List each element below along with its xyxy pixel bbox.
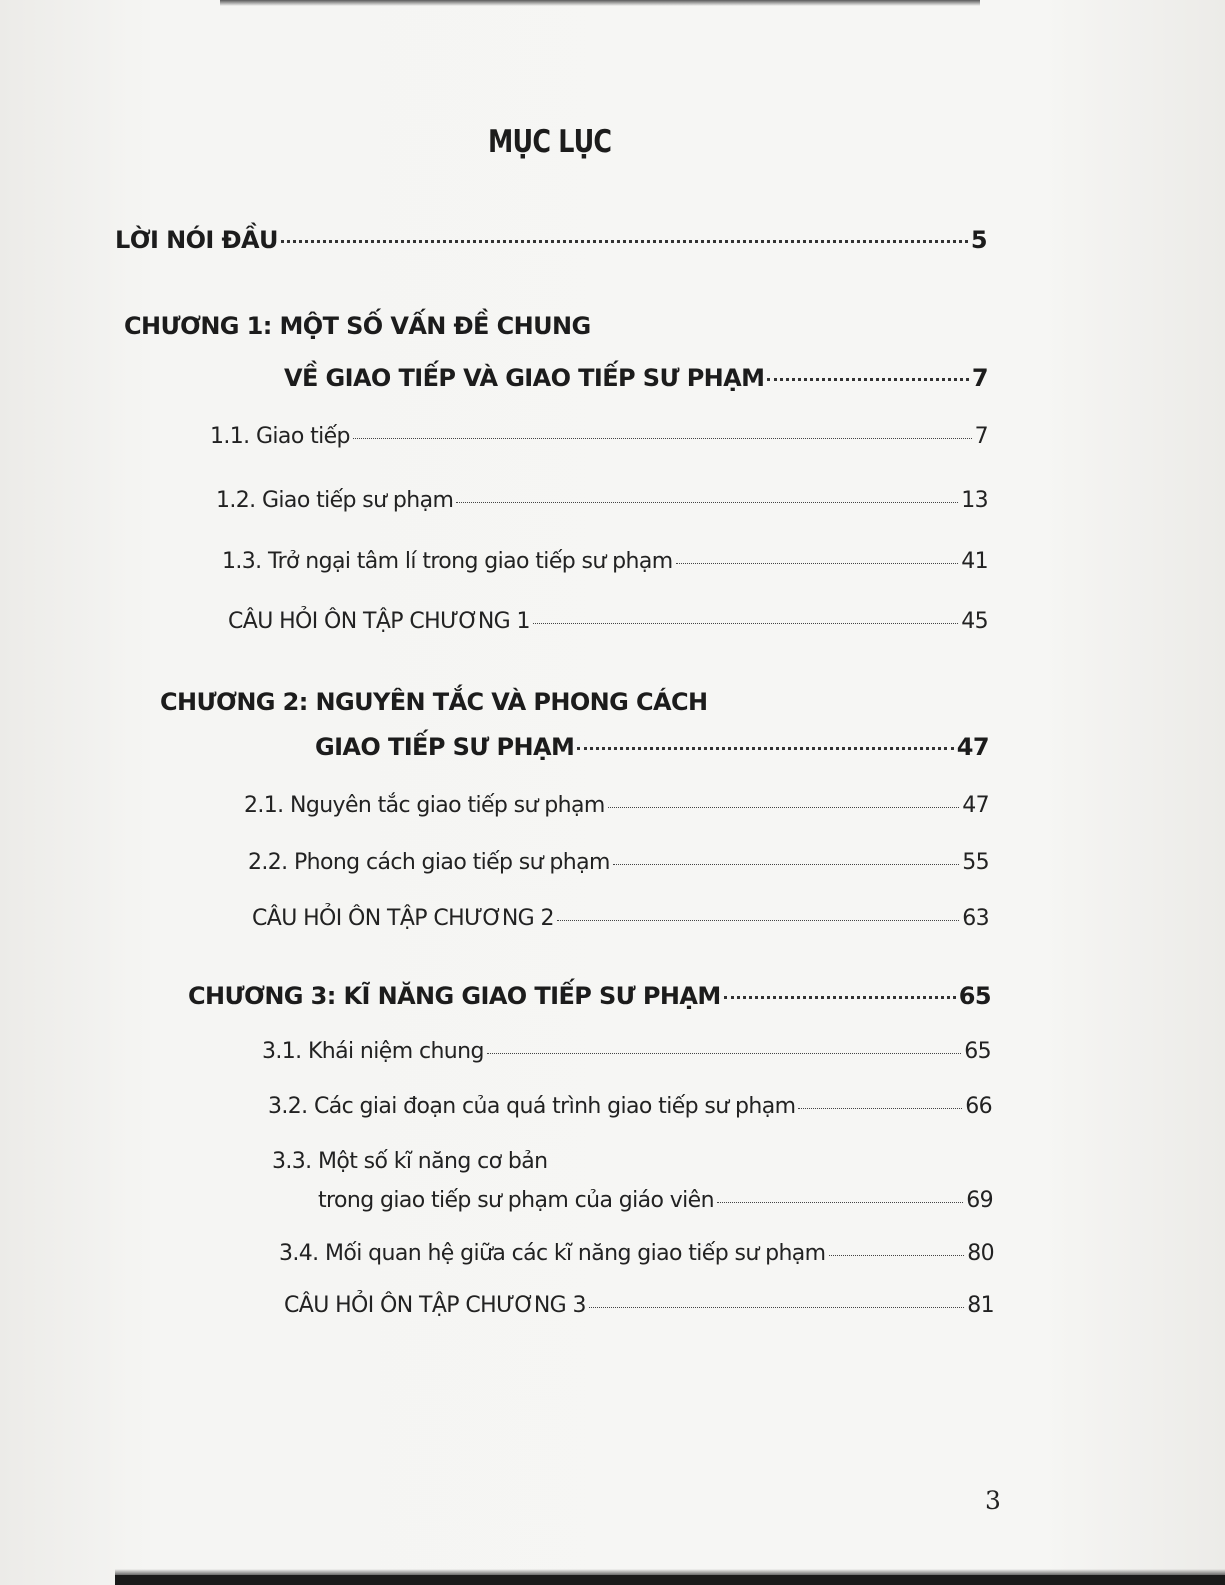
toc-section-label: 1.3. Trở ngại tâm lí trong giao tiếp sư phạm xyxy=(222,549,673,574)
toc-section-3-1 xyxy=(262,1039,991,1064)
toc-section-label: 3.1. Khái niệm chung xyxy=(262,1039,484,1064)
toc-section-2-1 xyxy=(244,793,989,818)
toc-entry-preface xyxy=(115,226,987,254)
toc-review-chapter-3 xyxy=(284,1293,994,1318)
toc-section-page: 69 xyxy=(966,1188,993,1213)
toc-section-label: CÂU HỎI ÔN TẬP CHƯƠNG 3 xyxy=(284,1293,586,1318)
toc-section-3-3-line2: trong giao tiếp sư phạm của giáo viên xyxy=(318,1188,714,1213)
toc-section-3-2 xyxy=(268,1094,992,1119)
toc-section-page: 81 xyxy=(967,1293,994,1318)
toc-chapter-1 xyxy=(284,364,988,392)
toc-section-page: 66 xyxy=(965,1094,992,1119)
dot-leader xyxy=(281,240,968,243)
toc-chapter-1-page: 7 xyxy=(971,364,988,392)
toc-section-label: CÂU HỎI ÔN TẬP CHƯƠNG 2 xyxy=(252,906,554,931)
page-top-edge xyxy=(220,0,980,6)
toc-section-label: 3.2. Các giai đoạn của quá trình giao tiếp sư phạm xyxy=(268,1094,796,1119)
toc-section-3-4 xyxy=(279,1241,994,1266)
toc-section-1-2 xyxy=(216,488,988,513)
toc-section-1-1 xyxy=(210,424,988,449)
dot-leader xyxy=(724,996,956,999)
toc-section-page: 13 xyxy=(961,488,988,513)
toc-section-3-3 xyxy=(318,1188,993,1213)
toc-section-label: 1.2. Giao tiếp sư phạm xyxy=(216,488,454,513)
toc-section-label: CÂU HỎI ÔN TẬP CHƯƠNG 1 xyxy=(228,609,530,634)
toc-section-2-2 xyxy=(248,850,989,875)
toc-entry-page: 5 xyxy=(970,226,987,254)
toc-section-page: 55 xyxy=(962,850,989,875)
page-number: 3 xyxy=(985,1486,1001,1515)
toc-chapter-3 xyxy=(188,982,991,1010)
toc-entry-label: LỜI NÓI ĐẦU xyxy=(115,226,278,254)
toc-chapter-3-page: 65 xyxy=(958,982,991,1010)
page-title: MỤC LỤC xyxy=(488,124,612,160)
toc-chapter-2 xyxy=(315,733,989,761)
toc-chapter-1-line1: CHƯƠNG 1: MỘT SỐ VẤN ĐỀ CHUNG xyxy=(124,312,591,340)
toc-section-label: 2.2. Phong cách giao tiếp sư phạm xyxy=(248,850,610,875)
toc-section-label: 2.1. Nguyên tắc giao tiếp sư phạm xyxy=(244,793,605,818)
dot-leader xyxy=(533,623,958,624)
dot-leader xyxy=(717,1202,963,1203)
toc-section-page: 41 xyxy=(961,549,988,574)
toc-section-page: 65 xyxy=(964,1039,991,1064)
toc-section-page: 47 xyxy=(962,793,989,818)
dot-leader xyxy=(676,563,959,564)
dot-leader xyxy=(456,502,958,503)
toc-section-label: 1.1. Giao tiếp xyxy=(210,424,350,449)
dot-leader xyxy=(577,747,954,750)
toc-chapter-1-line2: VỀ GIAO TIẾP VÀ GIAO TIẾP SƯ PHẠM xyxy=(284,364,765,392)
toc-section-1-3 xyxy=(222,549,988,574)
toc-section-3-3-line1: 3.3. Một số kĩ năng cơ bản xyxy=(272,1149,548,1174)
dot-leader xyxy=(608,807,960,808)
toc-section-page: 7 xyxy=(974,424,988,449)
toc-section-page: 80 xyxy=(967,1241,994,1266)
dot-leader xyxy=(589,1307,964,1308)
toc-section-label: 3.4. Mối quan hệ giữa các kĩ năng giao tiếp sư phạm xyxy=(279,1241,826,1266)
dot-leader xyxy=(557,920,959,921)
toc-chapter-2-page: 47 xyxy=(956,733,989,761)
dot-leader xyxy=(829,1255,965,1256)
dot-leader xyxy=(487,1053,961,1054)
dot-leader xyxy=(353,438,972,439)
toc-review-chapter-1 xyxy=(228,609,988,634)
dot-leader xyxy=(767,378,968,381)
dot-leader xyxy=(798,1108,962,1109)
toc-chapter-2-line2: GIAO TIẾP SƯ PHẠM xyxy=(315,733,575,761)
toc-chapter-2-line1: CHƯƠNG 2: NGUYÊN TẮC VÀ PHONG CÁCH xyxy=(160,688,708,716)
toc-section-page: 63 xyxy=(962,906,989,931)
toc-section-page: 45 xyxy=(961,609,988,634)
page-bottom-edge xyxy=(115,1575,1225,1585)
toc-chapter-3-title: CHƯƠNG 3: KĨ NĂNG GIAO TIẾP SƯ PHẠM xyxy=(188,982,721,1010)
toc-review-chapter-2 xyxy=(252,906,989,931)
dot-leader xyxy=(613,864,959,865)
